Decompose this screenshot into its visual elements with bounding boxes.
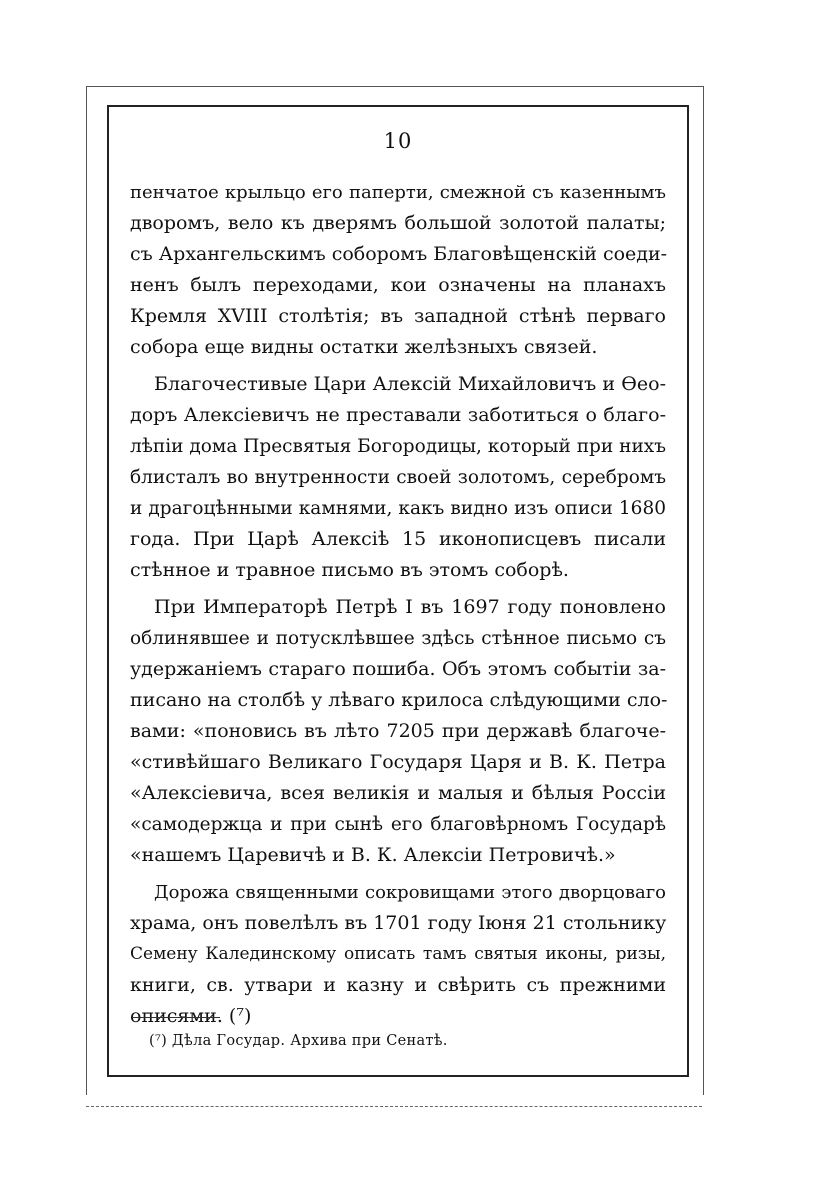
text-line: При Императорѣ Петрѣ I въ 1697 году поновлено (154, 596, 666, 618)
text-line: лѣпіи дома Пресвятыя Богородицы, который при нихъ (130, 436, 666, 457)
text-line: «стивѣйшаго Великаго Государя Царя и В. К. Петра (130, 751, 666, 773)
paragraph-4 (130, 877, 666, 1032)
paragraph-1 (130, 177, 666, 363)
text-line: писано на столбѣ у лѣваго крилоса слѣдующими сло- (130, 689, 668, 711)
text-line: «самодержца и при сынѣ его благовѣрномъ Государѣ (130, 814, 666, 835)
text-line: «Алексіевича, всея великія и малыя и бѣлыя Россіи (130, 782, 666, 804)
text-line: собора еще видны остатки желѣзныхъ связей. (130, 336, 598, 358)
text-line: стѣнное и травное письмо въ этомъ соборѣ. (130, 559, 569, 581)
text-line: облинявшее и потусклѣвшее здѣсь стѣнное письмо съ (130, 628, 666, 649)
text-line: Дорожа священными сокровищами этого дворцоваго (154, 882, 666, 903)
text-line: Благочестивые Цари Алексій Михайловичъ и Ѳео- (154, 373, 666, 395)
text-line: храма, онъ повелѣлъ въ 1701 году Іюня 21 стольнику (130, 912, 667, 934)
text-line: доръ Алексіевичъ не преставали заботиться о благо- (130, 404, 666, 426)
paragraph-3 (130, 592, 666, 871)
body-text (130, 177, 666, 1032)
text-line: описями. (⁷) (130, 1005, 252, 1027)
footnote-rule (132, 1017, 220, 1018)
text-line: книги, св. утвари и казну и свѣрить съ прежними (130, 974, 666, 996)
text-line: Семену Калединскому описать тамъ святыя иконы, ризы, (130, 944, 666, 964)
text-line: пенчатое крыльцо его паперти, смежной съ казеннымъ (130, 182, 666, 203)
text-line: ненъ былъ переходами, кои означены на планахъ (130, 274, 666, 296)
text-frame (107, 105, 689, 1077)
text-line: Кремля XVIII столѣтія; въ западной стѣнѣ перваго (130, 305, 666, 327)
footnote: (⁷) Дѣла Государ. Архива при Сенатѣ. (149, 1033, 448, 1049)
text-line: съ Архангельскимъ соборомъ Благовѣщенскій соеди- (130, 243, 668, 265)
text-line: дворомъ, вело къ дверямъ большой золотой палаты; (130, 212, 666, 234)
text-line: вами: «поновись въ лѣто 7205 при державѣ благоче- (130, 720, 666, 742)
text-line: удержаніемъ стараго пошиба. Объ этомъ событіи за- (130, 658, 666, 680)
text-line: года. При Царѣ Алексіѣ 15 иконописцевъ писали (130, 528, 666, 550)
text-line: и драгоцѣнными камнями, какъ видно изъ описи 1680 (130, 498, 666, 519)
paragraph-2 (130, 369, 666, 586)
page-number: 10 (383, 129, 413, 153)
bottom-dashed-rule (86, 1106, 702, 1107)
text-line: блисталъ во внутренности своей золотомъ, серебромъ (130, 467, 666, 488)
text-line: «нашемъ Царевичѣ и В. К. Алексіи Петровичѣ.» (130, 844, 616, 866)
